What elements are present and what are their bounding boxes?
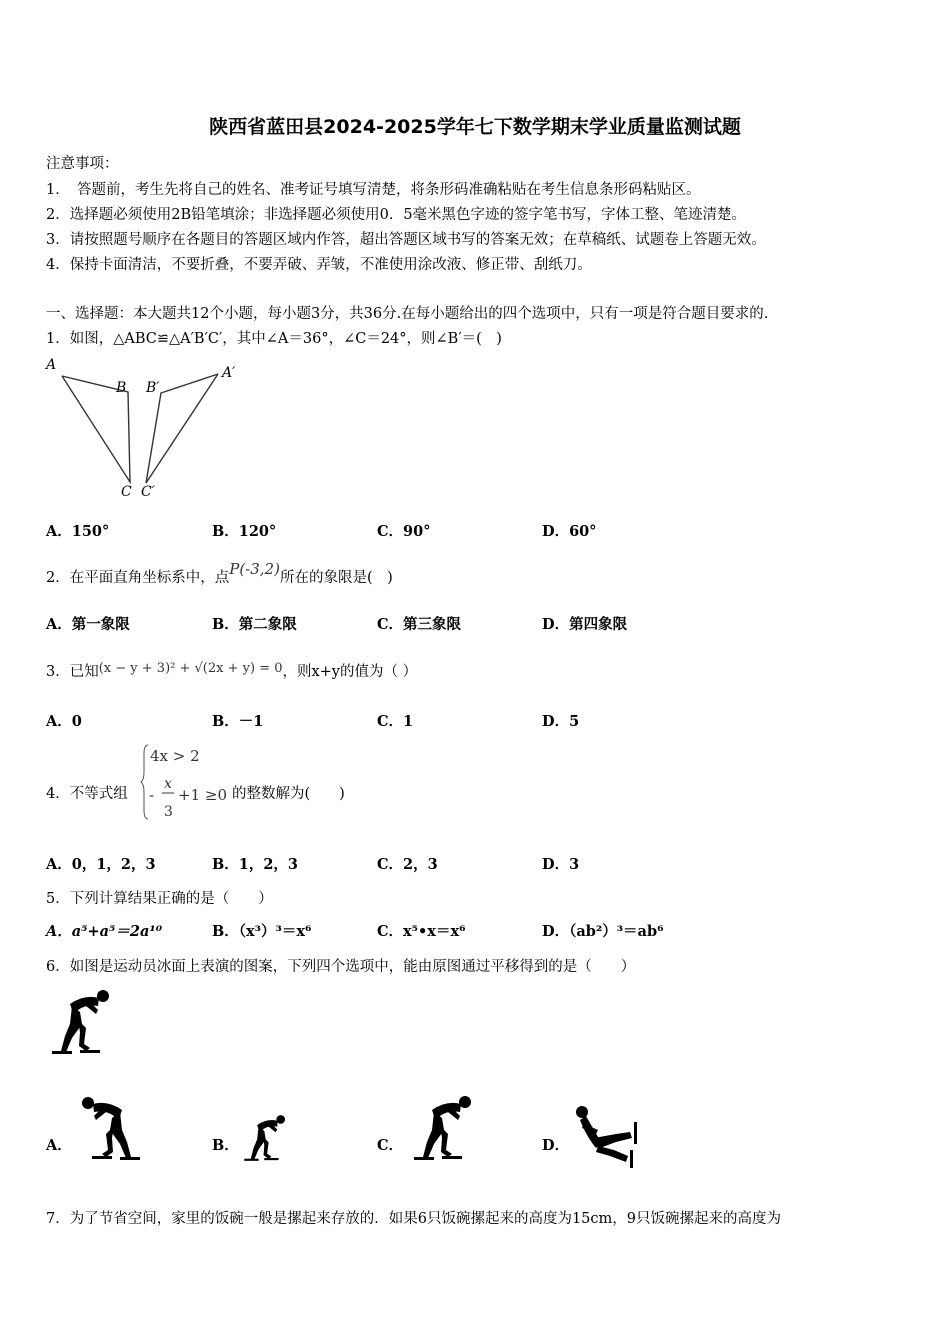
q6-option-d[interactable]: D．: [542, 1137, 570, 1154]
q5-option-a[interactable]: A．a⁵+a⁵＝2a¹⁰: [46, 923, 163, 940]
q4-stem-post: 的整数解为( ): [232, 786, 345, 802]
question-2-stem: [46, 560, 393, 587]
q3-formula: (x − y + 3)² + √(2x + y) = 0: [98, 661, 283, 676]
section-heading: 一、选择题：本大题共12个小题，每小题3分，共36分.在每小题给出的四个选项中，只有一项是符合题目要求的.: [46, 306, 769, 322]
q2-option-d[interactable]: D．第四象限: [542, 616, 628, 633]
notice-item-3: 3．请按照题号顺序在各题目的答题区域内作答，超出答题区域书写的答案无效；在草稿纸、试题卷上答题无效。: [46, 232, 766, 248]
q4-inequality-2-sign: -: [149, 786, 155, 804]
q4-option-b[interactable]: B．1，2，3: [212, 856, 299, 873]
skater-option-c-image[interactable]: [408, 1092, 478, 1164]
q2-option-c[interactable]: C．第三象限: [377, 616, 462, 633]
q3-option-b[interactable]: B．－1: [212, 713, 264, 730]
question-3-stem: [46, 660, 417, 681]
label-A-prime: A′: [222, 365, 236, 381]
q1-triangles-figure: [40, 352, 250, 504]
q3-option-c[interactable]: C．1: [377, 713, 414, 730]
q1-option-d[interactable]: D．60°: [542, 523, 597, 540]
q4-fraction-numerator: x: [164, 776, 172, 792]
q3-option-a[interactable]: A．0: [46, 713, 82, 730]
skater-option-a-image[interactable]: [78, 1092, 148, 1164]
q4-option-a[interactable]: A．0，1，2，3: [46, 856, 156, 873]
q2-option-a[interactable]: A．第一象限: [46, 616, 130, 633]
page-title: 陕西省蓝田县2024-2025学年七下数学期末学业质量监测试题: [209, 116, 741, 138]
q4-stem-pre: 4．不等式组: [46, 786, 128, 802]
label-B-prime: B′: [146, 380, 160, 396]
notice-heading: 注意事项：: [46, 156, 119, 172]
q6-option-b[interactable]: B．: [212, 1137, 239, 1154]
q4-inequality-system: [138, 742, 232, 822]
q4-inequality-1: 4x > 2: [150, 747, 200, 765]
q4-option-c[interactable]: C．2，3: [377, 856, 438, 873]
notice-item-2: 2．选择题必须使用2B铅笔填涂；非选择题必须使用0．5毫米黑色字迹的签字笔书写，字体工整、笔迹清楚。: [46, 207, 747, 223]
label-C-prime: C′: [141, 484, 155, 500]
label-A: A: [46, 357, 57, 373]
question-1-stem: 1．如图，△ABC≌△A′B′C′，其中∠A＝36°，∠C＝24°，则∠B′＝( ): [46, 331, 502, 347]
label-B: B: [116, 380, 127, 396]
q2-formula: P(-3,2): [229, 560, 280, 578]
q5-option-d[interactable]: D．（ab²）³＝ab⁶: [542, 923, 664, 940]
notice-item-1: 1． 答题前，考生先将自己的姓名、准考证号填写清楚，将条形码准确粘贴在考生信息条形码粘贴区。: [46, 182, 701, 198]
q3-stem-pre: 3．已知: [46, 664, 99, 680]
skater-original-image: [46, 986, 116, 1058]
q4-fraction-denominator: 3: [164, 804, 173, 820]
q6-option-a[interactable]: A．: [46, 1137, 72, 1154]
question-5-stem: 5．下列计算结果正确的是（ ）: [46, 891, 273, 907]
q1-option-c[interactable]: C．90°: [377, 523, 431, 540]
q2-option-b[interactable]: B．第二象限: [212, 616, 297, 633]
q2-stem-pre: 2．在平面直角坐标系中，点: [46, 570, 230, 586]
skater-option-d-image[interactable]: [572, 1100, 646, 1168]
skater-option-b-image[interactable]: [240, 1112, 290, 1164]
question-6-stem: 6．如图是运动员冰面上表演的图案，下列四个选项中，能由原图通过平移得到的是（ ）: [46, 959, 636, 975]
q5-option-b[interactable]: B．（x³）³＝x⁶: [212, 923, 312, 940]
q5-option-c[interactable]: C．x⁵•x＝x⁶: [377, 923, 466, 940]
notice-item-4: 4．保持卡面清洁，不要折叠，不要弄破、弄皱，不准使用涂改液、修正带、刮纸刀。: [46, 257, 592, 273]
question-7-stem: 7．为了节省空间，家里的饭碗一般是摞起来存放的．如果6只饭碗摞起来的高度为15cm，9只饭碗摞起来的高度为: [46, 1211, 781, 1227]
label-C: C: [121, 484, 132, 500]
q1-option-b[interactable]: B．120°: [212, 523, 277, 540]
q2-stem-post: 所在的象限是( ): [279, 570, 393, 586]
q3-stem-post: ，则x+y的值为（ ）: [282, 664, 418, 680]
q4-option-d[interactable]: D．3: [542, 856, 580, 873]
q6-option-c[interactable]: C．: [377, 1137, 404, 1154]
q1-option-a[interactable]: A．150°: [46, 523, 110, 540]
q4-inequality-2-rest: +1 ≥0: [178, 786, 227, 804]
q3-option-d[interactable]: D．5: [542, 713, 580, 730]
